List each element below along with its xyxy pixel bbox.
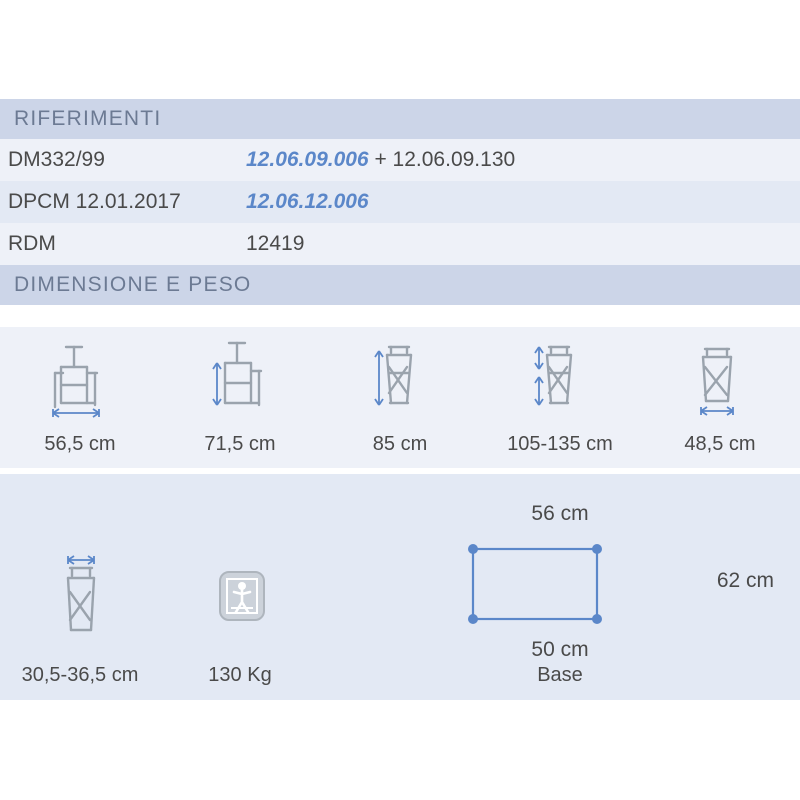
walker-handle-height-icon: [480, 333, 640, 425]
reference-label-rdm: RDM: [8, 232, 56, 255]
base-footprint-icon: [320, 502, 800, 662]
walker-folded-height-icon: [320, 333, 480, 425]
base-bottom-dimension: 50 cm: [531, 638, 589, 662]
section-title-dimensione-e-peso: DIMENSIONE E PESO: [0, 265, 800, 305]
dimension-cell-width: [0, 327, 160, 468]
base-right-dimension: 62 cm: [716, 569, 774, 593]
dimensions-row-1: [0, 327, 800, 468]
dimension-caption: Base: [537, 664, 583, 687]
dimension-cell-seat-height: [0, 538, 160, 700]
dimension-caption: 71,5 cm: [204, 433, 276, 455]
walker-height-icon: [160, 333, 320, 425]
reference-label-dpcm: DPCM 12.01.2017: [8, 190, 181, 213]
walker-seat-height-icon: [0, 538, 160, 656]
section-header-references: [0, 99, 800, 139]
walker-depth-icon: [640, 333, 800, 425]
table-row: [0, 139, 800, 181]
max-user-weight-icon: [160, 538, 320, 656]
specifications-table: [0, 99, 800, 305]
dimension-cell-depth: [640, 327, 800, 468]
reference-code-rest: + 12.06.09.130: [368, 148, 516, 171]
dimension-cell-max-weight: [160, 538, 320, 700]
reference-code-accent: 12.06.12.006: [246, 190, 369, 213]
dimensions-row-2: [0, 474, 800, 700]
dimension-caption: 30,5-36,5 cm: [21, 664, 139, 687]
base-top-dimension: 56 cm: [531, 502, 589, 526]
dimension-cell-base: [320, 502, 800, 700]
dimension-cell-folded-height: [320, 327, 480, 468]
reference-value-rdm: 12419: [246, 232, 305, 255]
table-row: [0, 223, 800, 265]
section-title-riferimenti: RIFERIMENTI: [0, 99, 800, 139]
dimension-caption: 48,5 cm: [684, 433, 756, 455]
section-header-dimensions: [0, 265, 800, 305]
dimension-cell-height: [160, 327, 320, 468]
reference-value-dpcm: [246, 181, 800, 223]
reference-value-dm332: [246, 139, 800, 181]
reference-code-accent: 12.06.09.006: [246, 148, 369, 171]
reference-label-dm332: DM332/99: [8, 148, 105, 171]
dimension-cell-handle-height: [480, 327, 640, 468]
table-row: [0, 181, 800, 223]
dimension-caption: 56,5 cm: [44, 433, 116, 455]
walker-width-icon: [0, 333, 160, 425]
dimension-caption: 85 cm: [372, 433, 428, 455]
dimension-caption: 130 Kg: [208, 664, 272, 687]
dimension-caption: 105-135 cm: [507, 433, 613, 455]
